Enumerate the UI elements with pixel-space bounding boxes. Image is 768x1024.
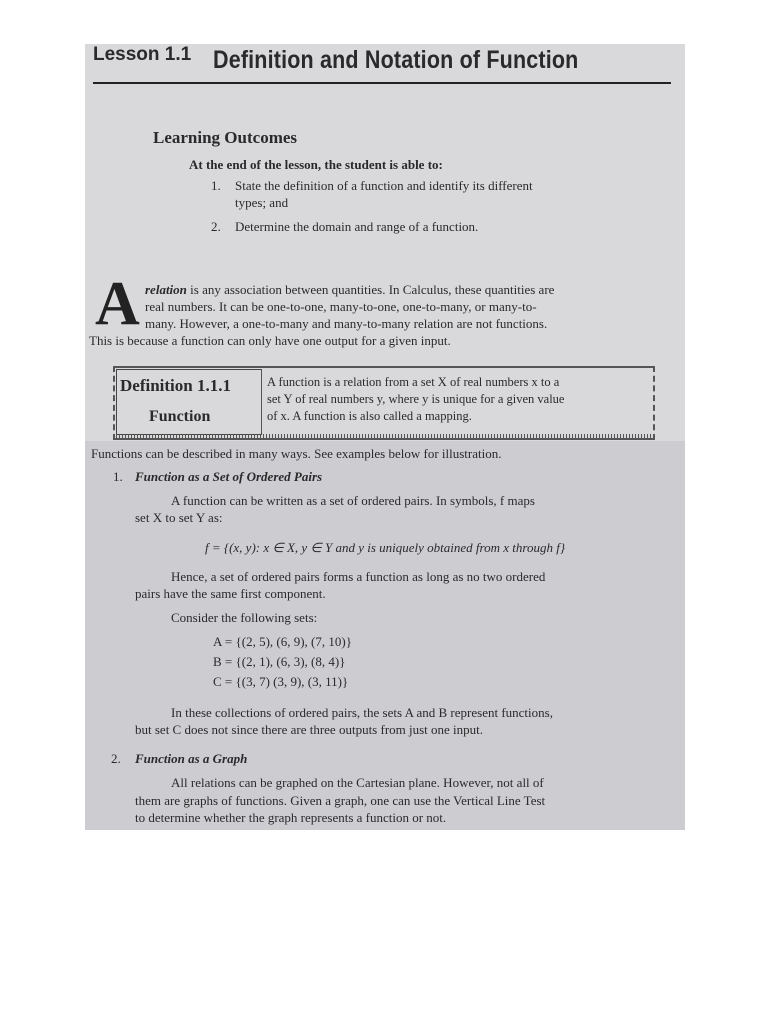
learning-outcomes-intro: At the end of the lesson, the student is able to: (189, 157, 443, 172)
relation-term: relation (145, 282, 187, 297)
ways-intro: Functions can be described in many ways. See examples below for illustration. (91, 446, 502, 461)
section-2-title: Function as a Graph (135, 751, 248, 766)
outcome-1-text: State the definition of a function and identify its different (235, 178, 533, 193)
learning-outcomes-heading: Learning Outcomes (153, 128, 298, 147)
definition-line-1: A function is a relation from a set X of real numbers x to a (267, 375, 560, 389)
lesson-number: Lesson 1.1 (93, 44, 192, 65)
ordered-pairs-formula: f = {(x, y): x ∈ X, y ∈ Y and y is uniquely obtained from x through f} (205, 540, 566, 555)
section-2-line2: them are graphs of functions. Given a graph, one can use the Vertical Line Test (135, 793, 546, 808)
set-b: B = {(2, 1), (6, 3), (8, 4)} (213, 654, 346, 669)
lesson-title: Definition and Notation of Function (213, 46, 579, 74)
title-rule (93, 82, 671, 84)
section-1-title: Function as a Set of Ordered Pairs (135, 469, 323, 484)
outcome-2-text: Determine the domain and range of a function. (235, 219, 479, 234)
outcome-2-number: 2. (211, 219, 221, 234)
section-2-number: 2. (111, 751, 121, 766)
intro-line-1 (145, 282, 554, 299)
intro-line-2: real numbers. It can be one-to-one, many-to-one, one-to-many, or many-to- (145, 299, 537, 314)
outcome-1-text-cont: types; and (235, 195, 289, 210)
section-1-p2-line2: pairs have the same first component. (135, 586, 326, 601)
page-photo (85, 44, 685, 830)
outcome-1-number: 1. (211, 178, 221, 193)
section-1-p3-line1: In these collections of ordered pairs, the sets A and B represent functions, (171, 705, 553, 720)
section-2-line1: All relations can be graphed on the Cartesian plane. However, not all of (171, 775, 544, 790)
definition-name: Function (149, 408, 211, 425)
drop-cap: A (95, 270, 140, 338)
intro-line-3: many. However, a one-to-many and many-to-many relation are not functions. (145, 316, 548, 331)
definition-separator (261, 369, 262, 433)
set-a: A = {(2, 5), (6, 9), (7, 10)} (213, 634, 352, 649)
section-1-p3-line2: but set C does not since there are three outputs from just one input. (135, 722, 484, 737)
intro-line-1-rest: is any association between quantities. In Calculus, these quantities are (186, 282, 555, 297)
definition-number: Definition 1.1.1 (120, 376, 231, 395)
section-1-p2-line1: Hence, a set of ordered pairs forms a function as long as no two ordered (171, 569, 546, 584)
section-1-p1-line2: set X to set Y as: (135, 510, 223, 525)
definition-line-3: of x. A function is also called a mapping. (267, 409, 472, 423)
section-2-line3: to determine whether the graph represents a function or not. (135, 810, 447, 825)
section-1-p1-line1: A function can be written as a set of ordered pairs. In symbols, f maps (171, 493, 535, 508)
section-1-number: 1. (113, 469, 123, 484)
consider-sets: Consider the following sets: (171, 610, 318, 625)
definition-line-2: set Y of real numbers y, where y is unique for a given value (267, 392, 565, 406)
definition-box-bottom-border (113, 434, 651, 438)
set-c: C = {(3, 7) (3, 9), (3, 11)} (213, 674, 349, 689)
intro-line-4: This is because a function can only have one output for a given input. (89, 333, 451, 348)
